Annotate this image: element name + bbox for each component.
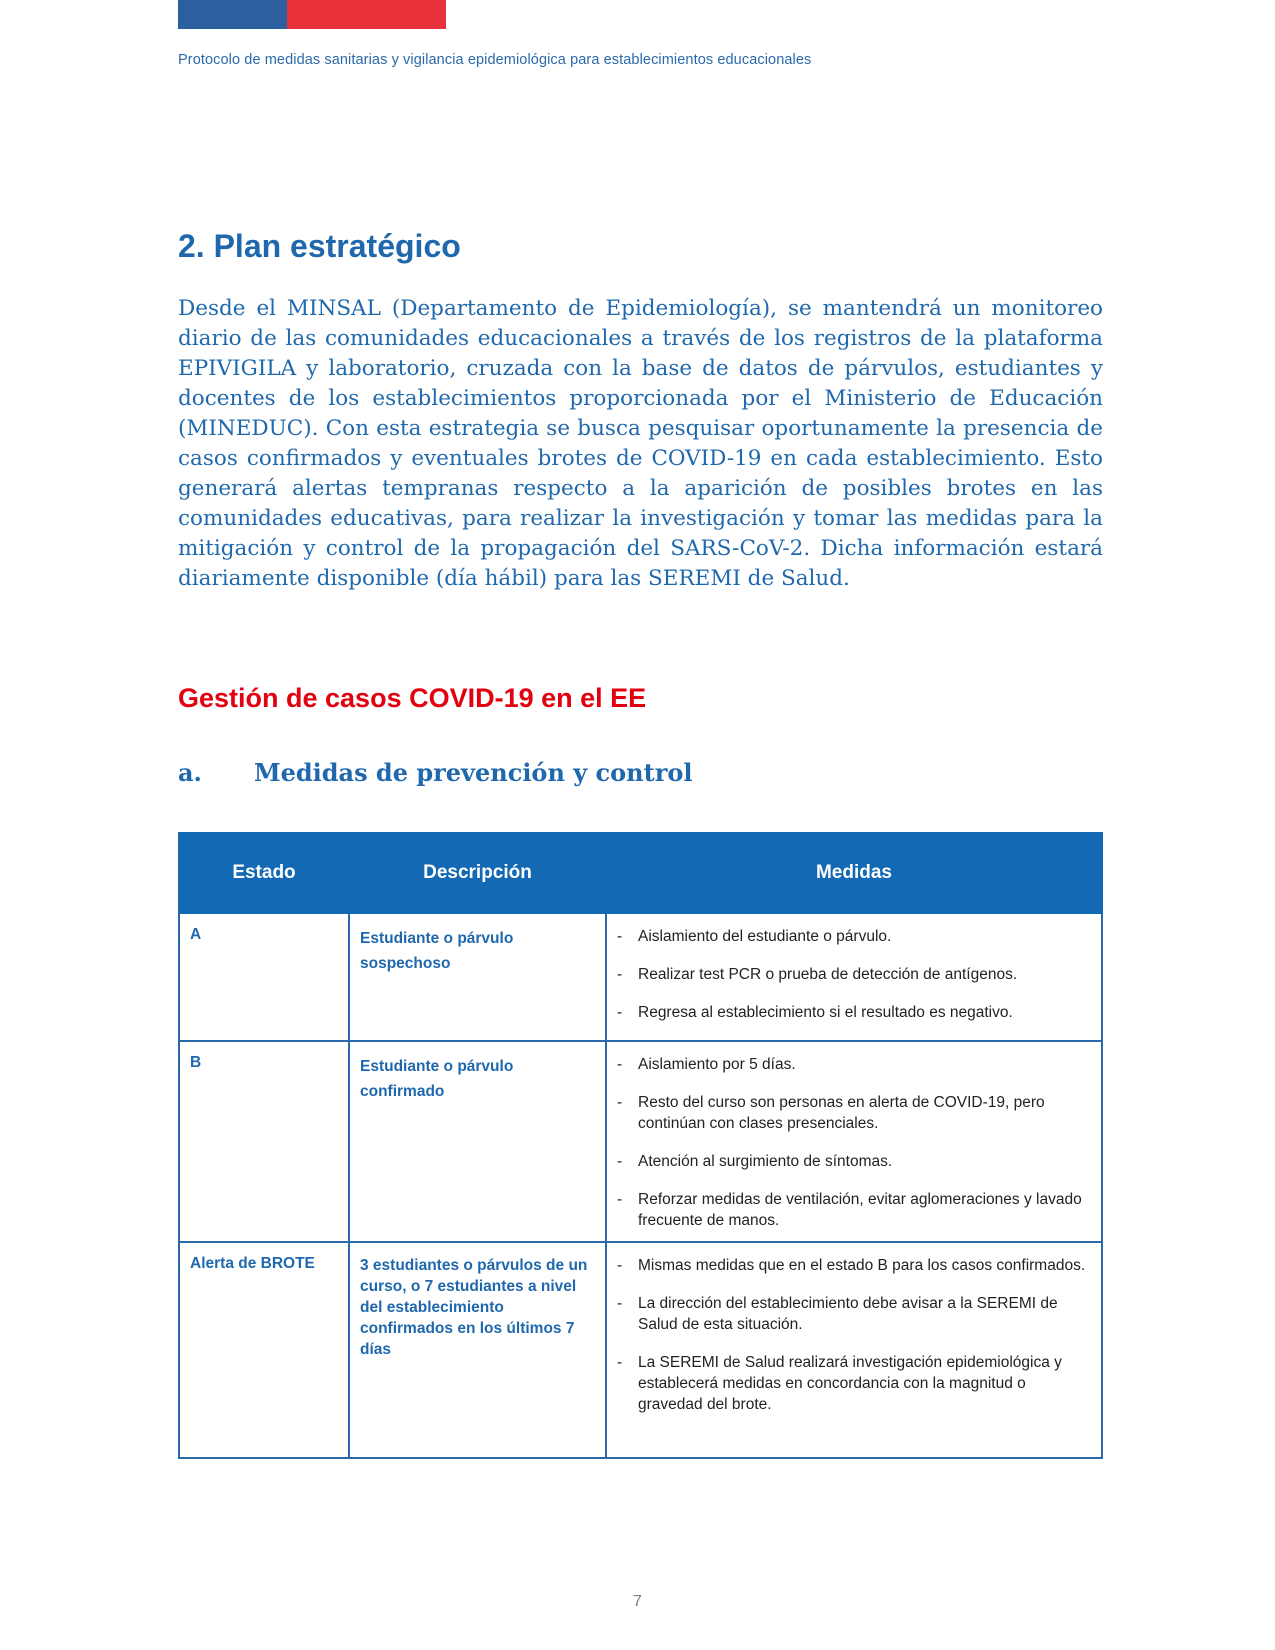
- list-item: - La dirección del establecimiento debe avisar a la SEREMI de Salud de esta situación.: [617, 1295, 1058, 1333]
- cell-estado: B: [179, 1041, 349, 1242]
- subsection-title: Medidas de prevención y control: [254, 758, 693, 787]
- list-item: - Realizar test PCR o prueba de detección de antígenos.: [617, 966, 1018, 983]
- page-number: 7: [633, 1593, 642, 1610]
- cell-estado: A: [179, 913, 349, 1041]
- cell-medidas: [606, 1242, 1102, 1458]
- government-flag-bar: [178, 0, 446, 29]
- measures-table: [178, 832, 1103, 1459]
- table-header-row: [179, 833, 1102, 913]
- header-medidas: Medidas: [606, 833, 1102, 913]
- table-row-brote: [179, 1242, 1102, 1458]
- cell-medidas: [606, 1041, 1102, 1242]
- running-header: Protocolo de medidas sanitarias y vigilancia epidemiológica para establecimientos educacionales: [178, 52, 812, 68]
- list-item: - Aislamiento del estudiante o párvulo.: [617, 928, 892, 945]
- management-title: Gestión de casos COVID-19 en el EE: [178, 683, 647, 713]
- list-item: - Atención al surgimiento de síntomas.: [617, 1153, 893, 1170]
- cell-medidas: [606, 913, 1102, 1041]
- list-item: - Aislamiento por 5 días.: [617, 1056, 796, 1073]
- section-title: 2. Plan estratégico: [178, 228, 461, 264]
- cell-descripcion: Estudiante o párvulo confirmado: [349, 1041, 606, 1242]
- intro-paragraph: Desde el MINSAL (Departamento de Epidemiología), se mantendrá un monitoreo diario de las comunidades educacionales a través de los registros de la plataforma EPIVIGILA y laboratorio, cruzada con la base de datos de párvulos, estudiantes y docentes de los establecimientos proporcionada por el Ministerio de Educación (MINEDUC). Con esta estrategia se busca pesquisar oportunamente la presencia de casos confirmados y eventuales brotes de COVID-19 en cada establecimiento. Esto generará alertas tempranas respecto a la aparición de posibles brotes en las comunidades educativas, para realizar la investigación y tomar las medidas para la mitigación y control de la propagación del SARS-CoV-2. Dicha información estará diariamente disponible (día hábil) para las SEREMI de Salud.: [178, 296, 1103, 591]
- list-item: - Mismas medidas que en el estado B para los casos confirmados.: [617, 1257, 1086, 1274]
- cell-estado: Alerta de BROTE: [179, 1242, 349, 1458]
- table-row-a: [179, 913, 1102, 1041]
- cell-descripcion: 3 estudiantes o párvulos de un curso, o 7 estudiantes a nivel del establecimiento confirmados en los últimos 7 días: [349, 1242, 606, 1458]
- table-row-b: [179, 1041, 1102, 1242]
- header-estado: Estado: [179, 833, 349, 913]
- flag-blue-block: [178, 0, 287, 29]
- list-item: - La SEREMI de Salud realizará investigación epidemiológica y establecerá medidas en concordancia con la magnitud o gravedad del brote.: [617, 1354, 1062, 1413]
- subsection-heading: [178, 758, 692, 787]
- flag-red-block: [287, 0, 446, 29]
- list-item: - Resto del curso son personas en alerta de COVID-19, pero continúan con clases presenciales.: [617, 1094, 1045, 1132]
- list-item: - Regresa al establecimiento si el resultado es negativo.: [617, 1004, 1013, 1021]
- cell-descripcion: Estudiante o párvulo sospechoso: [349, 913, 606, 1041]
- header-descripcion: Descripción: [349, 833, 606, 913]
- subsection-letter: a.: [178, 758, 202, 787]
- list-item: - Reforzar medidas de ventilación, evitar aglomeraciones y lavado frecuente de manos.: [617, 1191, 1082, 1229]
